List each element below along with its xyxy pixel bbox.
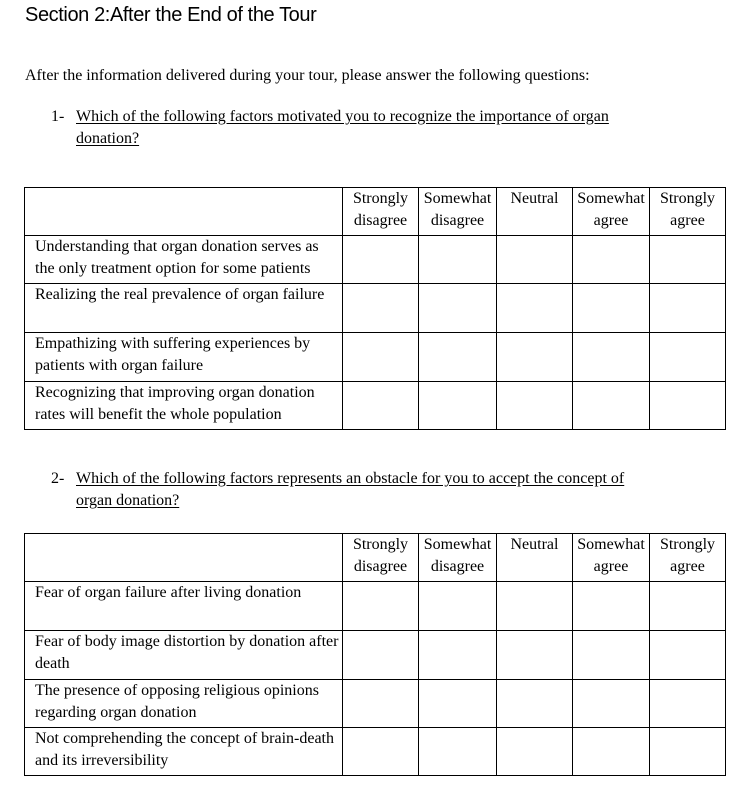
rating-cell-strongly-disagree[interactable] xyxy=(343,284,419,333)
rating-cell-strongly-agree[interactable] xyxy=(650,236,726,284)
rating-cell-somewhat-disagree[interactable] xyxy=(419,728,497,776)
rating-cell-somewhat-disagree[interactable] xyxy=(419,680,497,728)
rating-cell-somewhat-disagree[interactable] xyxy=(419,631,497,680)
rating-cell-neutral[interactable] xyxy=(497,728,573,776)
table-row xyxy=(25,582,726,631)
header-strongly-disagree: Strongly disagree xyxy=(343,534,419,582)
rating-cell-strongly-agree[interactable] xyxy=(650,728,726,776)
header-empty-cell xyxy=(25,534,343,582)
rating-cell-somewhat-agree[interactable] xyxy=(573,680,650,728)
rating-cell-somewhat-disagree[interactable] xyxy=(419,236,497,284)
rating-cell-neutral[interactable] xyxy=(497,631,573,680)
rating-cell-neutral[interactable] xyxy=(497,680,573,728)
rating-cell-strongly-disagree[interactable] xyxy=(343,728,419,776)
question-number: 2- xyxy=(51,470,65,487)
rating-cell-strongly-agree[interactable] xyxy=(650,680,726,728)
table-row xyxy=(25,333,726,382)
section-title: Section 2:After the End of the Tour xyxy=(25,4,317,26)
rating-cell-strongly-agree[interactable] xyxy=(650,382,726,430)
rating-cell-strongly-disagree[interactable] xyxy=(343,333,419,382)
rating-cell-somewhat-agree[interactable] xyxy=(573,728,650,776)
table-row xyxy=(25,680,726,728)
rating-cell-somewhat-disagree[interactable] xyxy=(419,382,497,430)
rating-cell-somewhat-disagree[interactable] xyxy=(419,333,497,382)
factor-label: Realizing the real prevalence of organ failure xyxy=(25,284,343,333)
factor-label: Fear of organ failure after living donation xyxy=(25,582,343,631)
rating-cell-somewhat-agree[interactable] xyxy=(573,631,650,680)
table-header-row xyxy=(25,188,726,236)
table-row xyxy=(25,284,726,333)
table-row xyxy=(25,728,726,776)
rating-cell-strongly-agree[interactable] xyxy=(650,284,726,333)
rating-cell-strongly-disagree[interactable] xyxy=(343,680,419,728)
rating-cell-somewhat-agree[interactable] xyxy=(573,236,650,284)
header-somewhat-disagree: Somewhat disagree xyxy=(419,188,497,236)
header-somewhat-agree: Somewhat agree xyxy=(573,534,650,582)
table-row xyxy=(25,631,726,680)
table-header-row xyxy=(25,534,726,582)
rating-cell-strongly-agree[interactable] xyxy=(650,333,726,382)
rating-cell-strongly-disagree[interactable] xyxy=(343,631,419,680)
table-row xyxy=(25,236,726,284)
rating-cell-somewhat-disagree[interactable] xyxy=(419,284,497,333)
rating-cell-neutral[interactable] xyxy=(497,284,573,333)
rating-cell-somewhat-agree[interactable] xyxy=(573,582,650,631)
header-strongly-agree: Strongly agree xyxy=(650,534,726,582)
rating-cell-strongly-disagree[interactable] xyxy=(343,382,419,430)
header-strongly-disagree: Strongly disagree xyxy=(343,188,419,236)
rating-cell-neutral[interactable] xyxy=(497,333,573,382)
question-number: 1- xyxy=(51,108,65,125)
question-2 xyxy=(51,468,656,512)
factor-label: Not comprehending the concept of brain-death and its irreversibility xyxy=(25,728,343,776)
question-text: Which of the following factors represents an obstacle for you to accept the concept of organ donation? xyxy=(76,470,625,509)
question-text: Which of the following factors motivated you to recognize the importance of organ donation? xyxy=(76,108,609,147)
factor-label: Understanding that organ donation serves as the only treatment option for some patients xyxy=(25,236,343,284)
header-empty-cell xyxy=(25,188,343,236)
rating-cell-strongly-agree[interactable] xyxy=(650,582,726,631)
rating-cell-neutral[interactable] xyxy=(497,582,573,631)
rating-cell-somewhat-agree[interactable] xyxy=(573,333,650,382)
rating-cell-strongly-agree[interactable] xyxy=(650,631,726,680)
header-somewhat-agree: Somewhat agree xyxy=(573,188,650,236)
rating-cell-somewhat-disagree[interactable] xyxy=(419,582,497,631)
rating-table-2 xyxy=(24,533,726,776)
rating-cell-somewhat-agree[interactable] xyxy=(573,284,650,333)
factor-label: Recognizing that improving organ donation rates will benefit the whole population xyxy=(25,382,343,430)
header-somewhat-disagree: Somewhat disagree xyxy=(419,534,497,582)
factor-label: Empathizing with suffering experiences by patients with organ failure xyxy=(25,333,343,382)
factor-label: The presence of opposing religious opinions regarding organ donation xyxy=(25,680,343,728)
rating-cell-strongly-disagree[interactable] xyxy=(343,236,419,284)
rating-cell-neutral[interactable] xyxy=(497,382,573,430)
rating-cell-strongly-disagree[interactable] xyxy=(343,582,419,631)
rating-cell-neutral[interactable] xyxy=(497,236,573,284)
factor-label: Fear of body image distortion by donation after death xyxy=(25,631,343,680)
rating-table-1 xyxy=(24,187,726,430)
table-row xyxy=(25,382,726,430)
header-strongly-agree: Strongly agree xyxy=(650,188,726,236)
header-neutral: Neutral xyxy=(497,534,573,582)
intro-text: After the information delivered during your tour, please answer the following questions: xyxy=(25,67,590,84)
rating-cell-somewhat-agree[interactable] xyxy=(573,382,650,430)
question-1 xyxy=(51,106,656,150)
header-neutral: Neutral xyxy=(497,188,573,236)
